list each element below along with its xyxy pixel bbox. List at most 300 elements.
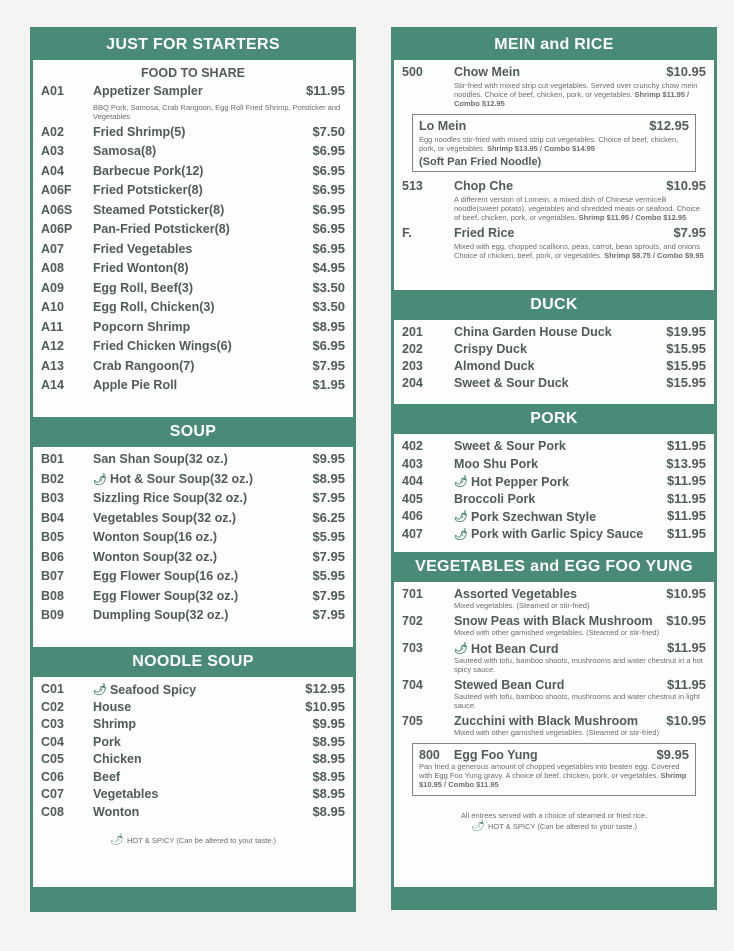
item-name-text: Fried Wonton(8) — [93, 261, 189, 275]
item-name-text: China Garden House Duck — [454, 325, 612, 339]
item-price: $10.95 — [666, 64, 706, 79]
item-name — [454, 457, 666, 471]
item-name-text: Seafood Spicy — [109, 682, 197, 697]
item-price: $7.95 — [312, 587, 345, 603]
item-code: C03 — [41, 717, 64, 731]
menu-item — [41, 451, 345, 471]
item-name-text: Pork Szechwan Style — [470, 509, 597, 524]
item-price: $6.95 — [312, 338, 345, 353]
section-body — [394, 582, 714, 887]
item-description: A different version of Lomein, a mixed dish of Chinese vermicelli noodle(sweet potato), vegetables and shredded meats or seafood. Choice of beef, chicken, pork, or vegetables. Shrimp $11.95 / Combo $12.95 — [454, 195, 700, 222]
item-code: A02 — [41, 124, 64, 139]
item-code: B04 — [41, 510, 64, 525]
menu-item — [41, 734, 345, 752]
menu-item — [41, 786, 345, 804]
item-name — [93, 491, 312, 505]
menu-item — [41, 529, 345, 549]
footnote-text: All entrees served with a choice of steamed or fried rice. — [460, 810, 648, 820]
item-name — [93, 452, 312, 466]
item-code: A06P — [41, 222, 73, 236]
item-code: A01 — [41, 84, 64, 98]
item-name — [93, 242, 312, 256]
item-description: Egg noodles stir-fried with mixed strip cut vegetables. Choice of beef, chicken, pork, or vegetables. Shrimp $13.95 / Combo $14.95 — [419, 135, 679, 153]
item-code: B07 — [41, 569, 64, 583]
item-name-text: Fried Rice — [454, 226, 515, 240]
item-name — [93, 735, 312, 749]
boxed-menu-item — [412, 114, 696, 172]
item-code: A06S — [41, 202, 73, 217]
item-code: C04 — [41, 734, 64, 749]
menu-item — [402, 677, 706, 692]
item-note: (Soft Pan Fried Noodle) — [419, 156, 542, 168]
menu-item — [402, 586, 706, 601]
hot-spicy-pepper-icon: 🌶︎ — [454, 643, 468, 655]
item-price: $10.95 — [305, 698, 345, 714]
section-vegetables-and-egg-foo-yung — [394, 552, 714, 887]
item-price: $12.95 — [305, 681, 345, 696]
menu-item — [41, 607, 345, 627]
item-price: $13.95 — [666, 455, 706, 471]
hot-spicy-pepper-icon: 🌶︎ — [110, 834, 124, 846]
item-price: $6.95 — [312, 221, 345, 236]
hot-spicy-pepper-icon: 🌶︎ — [454, 528, 468, 541]
item-name — [454, 678, 667, 692]
item-name — [93, 530, 312, 544]
right-menu-column — [391, 27, 717, 910]
item-name — [93, 320, 312, 334]
item-code: A09 — [41, 280, 64, 295]
item-name — [93, 752, 312, 766]
footnote-text: HOT & SPICY (Can be altered to your taste.) — [127, 836, 276, 845]
item-name — [93, 183, 312, 197]
hot-spicy-pepper-icon: 🌶︎ — [454, 476, 468, 488]
item-name — [93, 281, 312, 295]
item-code: 202 — [402, 342, 423, 356]
item-name-text: Vegetables Soup(32 oz.) — [93, 510, 237, 525]
item-code: A13 — [41, 358, 64, 373]
item-name — [454, 65, 666, 79]
item-code: 404 — [402, 474, 423, 488]
item-price: $8.95 — [312, 733, 345, 749]
item-price: $11.95 — [666, 490, 706, 506]
item-price: $11.95 — [666, 640, 706, 655]
menu-item — [41, 681, 345, 699]
item-name-text: Pork with Garlic Spicy Sauce — [470, 527, 644, 541]
section-body — [394, 60, 714, 290]
section-footnote-spicy — [402, 821, 706, 832]
item-name — [93, 125, 312, 139]
menu-item — [41, 221, 345, 241]
menu-item — [41, 377, 345, 397]
item-code: A03 — [41, 144, 64, 158]
item-name-text: Steamed Potsticker(8) — [93, 202, 225, 217]
menu-item — [402, 526, 706, 544]
menu-item — [402, 225, 706, 242]
item-name-text: Lo Mein — [419, 119, 467, 133]
item-price: $7.95 — [312, 357, 345, 373]
item-price: $7.95 — [312, 548, 345, 564]
item-name-text: Hot Bean Curd — [470, 641, 559, 656]
item-price: $8.95 — [312, 768, 345, 784]
item-name — [454, 179, 666, 193]
item-name-text: Hot & Sour Soup(32 oz.) — [109, 472, 254, 486]
item-price: $1.95 — [312, 377, 345, 392]
item-price: $9.95 — [312, 716, 345, 731]
menu-item — [41, 202, 345, 222]
item-code: 701 — [402, 587, 423, 601]
item-code: A07 — [41, 241, 64, 256]
section-body — [33, 677, 353, 887]
item-price: $11.95 — [666, 438, 706, 453]
menu-item — [402, 341, 706, 358]
item-price: $8.95 — [312, 318, 345, 334]
item-price: $12.95 — [649, 118, 689, 133]
menu-item — [419, 118, 689, 135]
item-description: Sauteed with tofu, bamboo shoots, mushrooms and water chestnut in light sauce. — [454, 691, 700, 710]
item-code: 500 — [402, 65, 423, 79]
item-name-text: Fried Potsticker(8) — [93, 183, 203, 197]
section-just-for-starters — [33, 30, 353, 417]
hot-spicy-pepper-icon: 🌶︎ — [93, 473, 107, 486]
item-description: Mixed with other garnished vegetables. (Steamed or stir-fried) — [454, 628, 660, 637]
item-name-text: Chicken — [93, 752, 142, 766]
section-noodle-soup — [33, 647, 353, 887]
menu-item — [41, 769, 345, 787]
item-upgrade-prices: Shrimp $11.95 / Combo $12.95 — [454, 90, 690, 108]
item-name — [93, 805, 312, 819]
item-code: A10 — [41, 300, 64, 314]
item-name — [454, 325, 666, 339]
item-name-text: Egg Flower Soup(32 oz.) — [93, 588, 239, 603]
item-name-text: Apple Pie Roll — [93, 378, 178, 392]
item-price: $8.95 — [312, 470, 345, 486]
menu-item — [402, 456, 706, 474]
menu-item — [402, 473, 706, 491]
item-code: 702 — [402, 614, 423, 628]
hot-spicy-pepper-icon: 🌶︎ — [454, 511, 468, 523]
item-code: C02 — [41, 699, 64, 714]
menu-item — [41, 699, 345, 717]
item-code: 201 — [402, 325, 423, 339]
item-name-text: Fried Vegetables — [93, 241, 193, 256]
item-price: $3.50 — [312, 279, 345, 295]
item-name-text: Pan-Fried Potsticker(8) — [93, 222, 230, 236]
menu-item — [41, 299, 345, 319]
item-name — [454, 510, 667, 524]
item-name — [93, 608, 312, 622]
item-code: 703 — [402, 641, 423, 655]
item-code: B01 — [41, 452, 64, 466]
item-code: A12 — [41, 339, 64, 353]
item-name — [454, 439, 667, 453]
item-price: $5.95 — [312, 529, 345, 544]
item-name — [454, 359, 666, 373]
menu-item — [41, 804, 345, 822]
item-price: $10.95 — [666, 586, 706, 601]
item-code: 704 — [402, 677, 423, 692]
item-name-text: Egg Foo Yung — [453, 747, 538, 762]
item-price: $19.95 — [666, 324, 706, 339]
item-name — [93, 339, 312, 353]
item-name-text: Chop Che — [454, 179, 514, 193]
section-header: SOUP — [169, 423, 217, 440]
item-price: $3.50 — [312, 299, 345, 314]
item-name-text: Broccoli Pork — [454, 491, 536, 506]
section-body — [33, 60, 353, 417]
item-code: B08 — [41, 588, 64, 603]
menu-item — [41, 751, 345, 769]
item-price: $6.25 — [312, 509, 345, 525]
section-subtitle: FOOD TO SHARE — [141, 66, 245, 80]
item-description: Sauteed with tofu, bamboo shoots, mushrooms and water chestnut in a hot spicy sauce. — [454, 655, 703, 674]
menu-item — [41, 182, 345, 202]
hot-spicy-pepper-icon: 🌶︎ — [93, 684, 107, 696]
menu-item — [402, 64, 706, 81]
item-name-text: Wonton Soup(16 oz.) — [93, 530, 218, 544]
item-name — [419, 748, 656, 762]
section-header: DUCK — [530, 296, 578, 313]
item-name-text: Vegetables — [93, 787, 159, 801]
item-price: $8.95 — [312, 803, 345, 819]
item-name-text: San Shan Soup(32 oz.) — [93, 452, 228, 466]
section-header: JUST FOR STARTERS — [106, 36, 280, 53]
item-name-text: Fried Chicken Wings(6) — [93, 339, 232, 353]
item-code: B03 — [41, 491, 64, 505]
item-name-text: Egg Flower Soup(16 oz.) — [93, 569, 239, 583]
item-price: $4.95 — [312, 260, 345, 275]
item-name-text: Beef — [93, 769, 121, 784]
item-code: A11 — [41, 319, 64, 334]
item-price: $8.95 — [312, 751, 345, 766]
item-name — [454, 642, 667, 656]
item-name — [454, 527, 667, 541]
menu-item — [41, 588, 345, 608]
item-price: $15.95 — [666, 358, 706, 373]
menu-item — [402, 640, 706, 656]
item-code: 204 — [402, 376, 423, 390]
menu-item — [41, 124, 345, 144]
menu-item — [419, 747, 689, 762]
item-price: $10.95 — [666, 613, 706, 628]
menu-item — [41, 358, 345, 378]
item-code: C07 — [41, 787, 64, 801]
item-price: $15.95 — [666, 341, 706, 356]
item-price: $6.95 — [312, 240, 345, 256]
item-name-text: House — [93, 699, 132, 714]
section-body — [394, 434, 714, 552]
item-description: Stir-fried with mixed strip cut vegetables. Served over crunchy chow mein noodles. Choice of beef, chicken, pork, or vegetables. Shrimp $11.95 / Combo $12.95 — [454, 81, 698, 108]
boxed-menu-item — [412, 743, 696, 796]
item-price: $6.95 — [312, 162, 345, 178]
section-header: VEGETABLES and EGG FOO YUNG — [415, 558, 693, 575]
menu-item — [41, 510, 345, 530]
section-body — [394, 320, 714, 404]
menu-item — [41, 490, 345, 510]
item-price: $7.95 — [673, 225, 706, 240]
menu-item — [41, 83, 345, 103]
item-code: C06 — [41, 769, 64, 784]
menu-item — [402, 491, 706, 509]
item-code: 405 — [402, 491, 423, 506]
item-name — [93, 144, 312, 158]
item-name — [93, 300, 312, 314]
item-name — [93, 770, 312, 784]
item-name-text: Samosa(8) — [93, 144, 157, 158]
menu-item — [41, 280, 345, 300]
item-code: A06F — [41, 183, 72, 197]
menu-item — [41, 716, 345, 734]
item-code: 705 — [402, 713, 423, 728]
item-code: A14 — [41, 378, 64, 392]
item-price: $11.95 — [666, 676, 706, 692]
item-name — [454, 587, 666, 601]
item-name — [93, 700, 305, 714]
item-name-text: Crispy Duck — [454, 342, 527, 356]
item-code: F. — [402, 226, 412, 240]
item-name — [93, 550, 312, 564]
item-price: $11.95 — [666, 508, 706, 523]
menu-item — [41, 568, 345, 588]
item-name-text: Shrimp — [93, 717, 137, 731]
item-name — [454, 342, 666, 356]
item-price: $9.95 — [656, 746, 689, 762]
menu-item — [402, 508, 706, 526]
item-name — [93, 569, 312, 583]
item-price: $6.95 — [312, 182, 345, 197]
item-name-text: Crab Rangoon(7) — [93, 358, 195, 373]
item-code: 407 — [402, 526, 423, 541]
menu-item — [402, 438, 706, 456]
item-price: $11.95 — [666, 525, 706, 541]
item-name — [93, 378, 312, 392]
hot-spicy-pepper-icon: 🌶︎ — [471, 819, 485, 832]
item-name — [93, 589, 312, 603]
menu-item — [402, 613, 706, 628]
item-code: B06 — [41, 549, 64, 564]
item-name-text: Chow Mein — [454, 65, 520, 79]
item-price: $7.95 — [312, 490, 345, 505]
item-name-text: Wonton Soup(32 oz.) — [93, 549, 218, 564]
item-name-text: Dumpling Soup(32 oz.) — [93, 608, 229, 622]
item-name — [454, 475, 667, 489]
item-name — [93, 472, 312, 486]
menu-item — [402, 358, 706, 375]
item-code: A04 — [41, 163, 64, 178]
section-duck — [394, 290, 714, 404]
menu-item — [402, 713, 706, 728]
item-name-text: Appetizer Sampler — [93, 84, 203, 98]
item-name — [93, 261, 312, 275]
item-name — [454, 226, 673, 240]
item-name-text: Barbecue Pork(12) — [93, 163, 204, 178]
item-name-text: Stewed Bean Curd — [454, 677, 565, 692]
item-code: 406 — [402, 509, 423, 523]
item-name-text: Snow Peas with Black Mushroom — [454, 614, 653, 628]
item-price: $7.95 — [312, 607, 345, 622]
section-header: NOODLE SOUP — [132, 653, 254, 670]
item-description: Pan fried a generous amount of chopped vegetables into beaten egg. Covered with Egg Foo Yung gravy. A choice of beef, chicken, pork, or vegetables. Shrimp $10.95 / Combo $11.95 — [419, 761, 687, 789]
menu-item — [41, 549, 345, 569]
item-code: 203 — [402, 359, 423, 373]
item-upgrade-prices: Shrimp $8.75 / Combo $9.95 — [604, 251, 704, 260]
item-name — [93, 84, 306, 98]
item-name — [93, 683, 305, 697]
item-price: $10.95 — [666, 178, 706, 193]
menu-item — [41, 163, 345, 183]
item-name-text: Popcorn Shrimp — [93, 319, 191, 334]
item-description: BBQ Pork, Samosa, Crab Rangoon, Egg Roll Fried Shrimp, Potsticker and Vegetables — [93, 102, 341, 121]
item-name-text: Hot Pepper Pork — [470, 474, 569, 489]
item-price: $8.95 — [312, 786, 345, 801]
item-upgrade-prices: Shrimp $13.95 / Combo $14.95 — [486, 144, 595, 153]
item-code: B02 — [41, 471, 64, 486]
item-price: $6.95 — [312, 143, 345, 158]
item-name — [93, 222, 312, 236]
menu-item — [402, 178, 706, 195]
item-code: 402 — [402, 439, 423, 453]
item-code: C05 — [41, 752, 64, 766]
item-upgrade-prices: Shrimp $11.95 / Combo $12.95 — [578, 213, 687, 222]
left-menu-column — [30, 27, 356, 912]
item-code: B09 — [41, 608, 64, 622]
item-name — [93, 164, 312, 178]
item-name-text: Moo Shu Pork — [454, 456, 539, 471]
section-footnote — [41, 835, 345, 846]
item-price: $15.95 — [666, 375, 706, 390]
item-price: $11.95 — [305, 83, 345, 98]
menu-item — [41, 143, 345, 163]
item-name-text: Sweet & Sour Pork — [454, 439, 566, 453]
menu-item — [41, 471, 345, 491]
menu-item — [41, 338, 345, 358]
item-name — [93, 717, 312, 731]
item-name-text: Egg Roll, Beef(3) — [93, 280, 194, 295]
section-mein-and-rice — [394, 30, 714, 290]
item-name-text: Almond Duck — [454, 359, 535, 373]
item-name — [93, 359, 312, 373]
item-code: 513 — [402, 179, 423, 193]
menu-item — [41, 241, 345, 261]
section-header: MEIN and RICE — [494, 36, 614, 53]
item-name-text: Fried Shrimp(5) — [93, 124, 186, 139]
item-code: 403 — [402, 456, 423, 471]
section-pork — [394, 404, 714, 552]
item-name — [454, 492, 667, 506]
item-name-text: Zucchini with Black Mushroom — [454, 713, 639, 728]
item-price: $9.95 — [312, 451, 345, 466]
menu-item — [41, 260, 345, 280]
item-price: $5.95 — [312, 568, 345, 583]
section-body — [33, 447, 353, 647]
item-name-text: Sweet & Sour Duck — [454, 376, 569, 390]
item-name — [454, 714, 666, 728]
item-code: C01 — [41, 682, 64, 696]
section-header: PORK — [530, 410, 578, 427]
item-name — [454, 614, 666, 628]
footnote-text: HOT & SPICY (Can be altered to your taste.) — [488, 821, 637, 831]
section-soup — [33, 417, 353, 647]
section-footnote — [402, 810, 706, 821]
item-name-text: Egg Roll, Chicken(3) — [93, 300, 215, 314]
item-price: $11.95 — [666, 473, 706, 488]
item-name — [93, 511, 312, 525]
item-code: A08 — [41, 261, 64, 275]
item-name-text: Pork — [93, 734, 121, 749]
item-name-text: Assorted Vegetables — [454, 587, 577, 601]
item-name — [93, 787, 312, 801]
item-description: Mixed with egg, chopped scallions, peas, carrot, bean sprouts, and onions Choice of chicken, beef, pork, or vegetables. Shrimp $8.75 / Combo $9.95 — [454, 242, 704, 260]
menu-item — [402, 324, 706, 341]
